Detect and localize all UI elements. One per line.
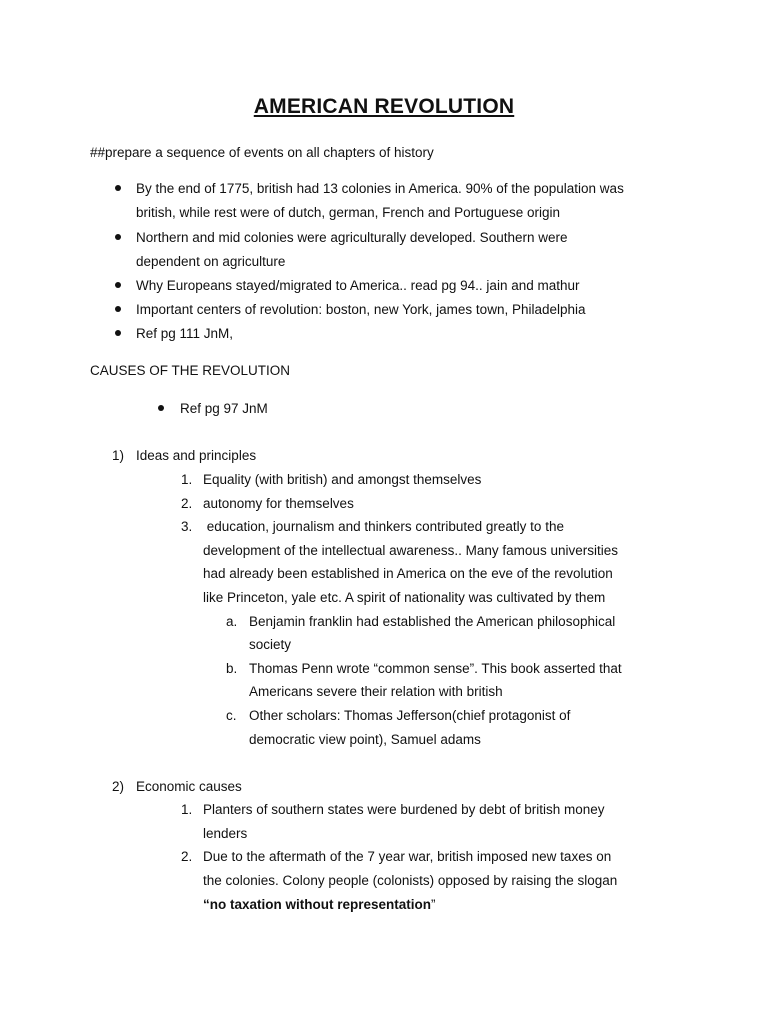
list-item: Planters of southern states were burdened by debt of british money [203, 802, 605, 817]
section-marker: 1) [112, 448, 125, 463]
item-marker: 3. [181, 519, 193, 534]
item-marker: 1. [181, 802, 193, 817]
list-item: Why Europeans stayed/migrated to America.. read pg 94.. jain and mathur [136, 278, 580, 293]
subitem-marker: c. [226, 708, 237, 723]
slogan-line [203, 896, 436, 914]
subitem-marker: b. [226, 661, 238, 676]
sub-list-item-continued: society [249, 637, 292, 652]
sub-list-item: Other scholars: Thomas Jefferson(chief protagonist of [249, 708, 571, 723]
bullet-icon [115, 330, 121, 336]
slogan-text: “no taxation without representation [203, 897, 432, 912]
bullet-icon [158, 405, 164, 411]
list-item: Important centers of revolution: boston, new York, james town, Philadelphia [136, 302, 586, 317]
section-marker: 2) [112, 779, 125, 794]
item-marker: 2. [181, 496, 193, 511]
list-item-continued: lenders [203, 826, 248, 841]
item-marker: 2. [181, 849, 193, 864]
list-item: education, journalism and thinkers contributed greatly to the [203, 519, 564, 534]
list-item: By the end of 1775, british had 13 colonies in America. 90% of the population was [136, 181, 624, 196]
bullet-icon [115, 306, 121, 312]
list-item-continued: the colonies. Colony people (colonists) opposed by raising the slogan [203, 873, 618, 888]
section-title: Ideas and principles [136, 448, 257, 463]
list-item: Ref pg 111 JnM, [136, 326, 234, 341]
prompt-line: ##prepare a sequence of events on all chapters of history [90, 145, 434, 160]
section-heading-causes: CAUSES OF THE REVOLUTION [90, 363, 291, 378]
sub-list-item-continued: Americans severe their relation with british [249, 684, 503, 699]
list-item: autonomy for themselves [203, 496, 354, 511]
slogan-close-quote: ” [431, 897, 436, 912]
list-item: Equality (with british) and amongst themselves [203, 472, 482, 487]
list-item-continued: development of the intellectual awareness.. Many famous universities [203, 543, 618, 558]
bullet-icon [115, 282, 121, 288]
list-item: Due to the aftermath of the 7 year war, british imposed new taxes on [203, 849, 612, 864]
bullet-icon [115, 185, 121, 191]
section-title: Economic causes [136, 779, 242, 794]
list-item-continued: had already been established in America on the eve of the revolution [203, 566, 613, 581]
sub-list-item: Benjamin franklin had established the American philosophical [249, 614, 616, 629]
bullet-icon [115, 234, 121, 240]
list-item-continued: british, while rest were of dutch, german, French and Portuguese origin [136, 205, 560, 220]
subitem-marker: a. [226, 614, 238, 629]
list-item: Northern and mid colonies were agriculturally developed. Southern were [136, 230, 568, 245]
page-title: AMERICAN REVOLUTION [253, 95, 515, 118]
item-marker: 1. [181, 472, 193, 487]
list-item-continued: dependent on agriculture [136, 254, 286, 269]
sub-list-item-continued: democratic view point), Samuel adams [249, 732, 481, 747]
list-item: Ref pg 97 JnM [180, 401, 268, 416]
list-item-continued: like Princeton, yale etc. A spirit of nationality was cultivated by them [203, 590, 606, 605]
sub-list-item: Thomas Penn wrote “common sense”. This book asserted that [249, 661, 622, 676]
